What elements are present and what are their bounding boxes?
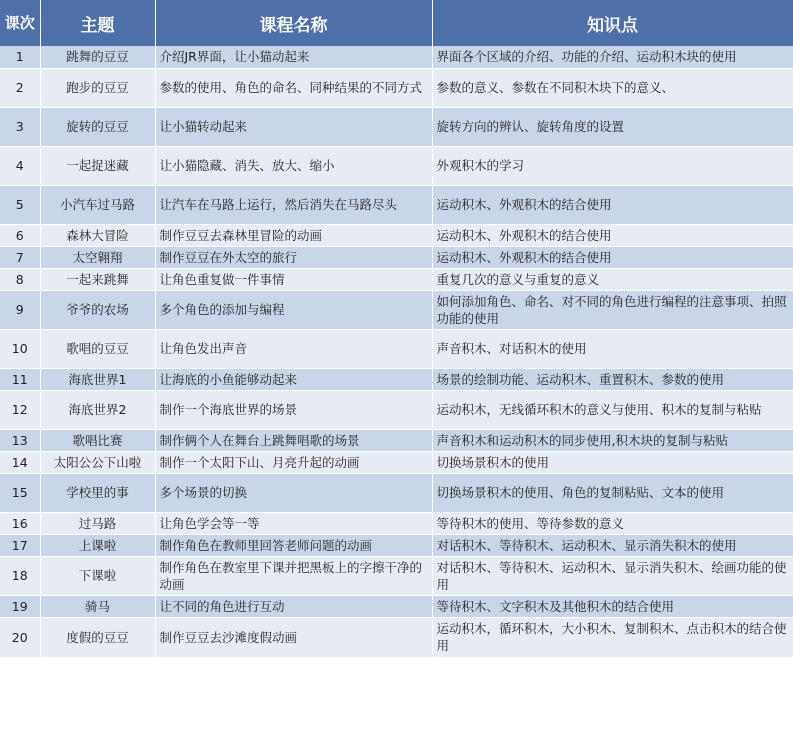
header-knowledge: 知识点 [432,0,793,46]
row-theme: 度假的豆豆 [40,617,155,657]
row-knowledge: 运动积木、外观积木的结合使用 [432,185,793,224]
row-num: 11 [0,368,40,390]
row-course: 制作一个海底世界的场景 [155,390,432,429]
row-theme: 一起来跳舞 [40,268,155,290]
row-num: 5 [0,185,40,224]
row-course: 让角色发出声音 [155,329,432,368]
row-course: 让角色学会等一等 [155,512,432,534]
row-num: 9 [0,290,40,329]
row-num: 6 [0,224,40,246]
row-knowledge: 界面各个区域的介绍、功能的介绍、运动积木块的使用 [432,46,793,68]
row-num: 17 [0,534,40,556]
row-num: 8 [0,268,40,290]
row-theme: 海底世界2 [40,390,155,429]
table-row [0,329,793,368]
row-course: 让不同的角色进行互动 [155,595,432,617]
row-knowledge: 等待积木的使用、等待参数的意义 [432,512,793,534]
table-row [0,46,793,68]
row-knowledge: 重复几次的意义与重复的意义 [432,268,793,290]
row-knowledge: 运动积木、外观积木的结合使用 [432,224,793,246]
row-knowledge: 声音积木、对话积木的使用 [432,329,793,368]
table-row [0,290,793,329]
header-row [0,0,793,46]
row-course: 制作角色在教室里下课并把黑板上的字擦干净的动画 [155,556,432,595]
row-course: 让汽车在马路上运行，然后消失在马路尽头 [155,185,432,224]
row-theme: 太阳公公下山啦 [40,451,155,473]
row-knowledge: 场景的绘制功能、运动积木、重置积木、参数的使用 [432,368,793,390]
row-theme: 歌唱的豆豆 [40,329,155,368]
row-course: 参数的使用、角色的命名、同种结果的不同方式 [155,68,432,107]
table-row [0,473,793,512]
row-theme: 下课啦 [40,556,155,595]
row-num: 19 [0,595,40,617]
row-course: 让小猫隐藏、消失、放大、缩小 [155,146,432,185]
table-row [0,534,793,556]
row-theme: 跳舞的豆豆 [40,46,155,68]
row-course: 多个角色的添加与编程 [155,290,432,329]
row-num: 10 [0,329,40,368]
row-knowledge: 等待积木、文字积木及其他积木的结合使用 [432,595,793,617]
row-num: 16 [0,512,40,534]
row-theme: 太空翱翔 [40,246,155,268]
row-theme: 跑步的豆豆 [40,68,155,107]
row-theme: 骑马 [40,595,155,617]
table-row [0,617,793,657]
row-course: 介绍JR界面，让小猫动起来 [155,46,432,68]
table-row [0,390,793,429]
header-theme: 主题 [40,0,155,46]
table-row [0,429,793,451]
table-row [0,107,793,146]
table-row [0,595,793,617]
row-course: 制作豆豆在外太空的旅行 [155,246,432,268]
row-course: 制作豆豆去沙滩度假动画 [155,617,432,657]
table-row [0,268,793,290]
row-course: 制作俩个人在舞台上跳舞唱歌的场景 [155,429,432,451]
table-row [0,146,793,185]
table-row [0,185,793,224]
table-row [0,512,793,534]
table-row [0,451,793,473]
row-knowledge: 旋转方向的辨认、旋转角度的设置 [432,107,793,146]
row-theme: 旋转的豆豆 [40,107,155,146]
row-theme: 学校里的事 [40,473,155,512]
row-knowledge: 如何添加角色、命名、对不同的角色进行编程的注意事项、拍照功能的使用 [432,290,793,329]
row-theme: 爷爷的农场 [40,290,155,329]
row-theme: 歌唱比赛 [40,429,155,451]
header-num: 课次 [0,0,40,46]
row-knowledge: 外观积木的学习 [432,146,793,185]
row-course: 让海底的小鱼能够动起来 [155,368,432,390]
row-knowledge: 运动积木、外观积木的结合使用 [432,246,793,268]
row-num: 1 [0,46,40,68]
table-row [0,556,793,595]
row-num: 15 [0,473,40,512]
row-num: 7 [0,246,40,268]
row-theme: 过马路 [40,512,155,534]
row-theme: 一起捉迷藏 [40,146,155,185]
row-num: 14 [0,451,40,473]
row-num: 3 [0,107,40,146]
row-course: 制作角色在教师里回答老师问题的动画 [155,534,432,556]
table-row [0,224,793,246]
row-knowledge: 切换场景积木的使用、角色的复制粘贴、文本的使用 [432,473,793,512]
table-row [0,368,793,390]
row-num: 13 [0,429,40,451]
row-theme: 上课啦 [40,534,155,556]
row-num: 18 [0,556,40,595]
row-num: 2 [0,68,40,107]
row-knowledge: 切换场景积木的使用 [432,451,793,473]
row-course: 让角色重复做一件事情 [155,268,432,290]
table-row [0,246,793,268]
header-course: 课程名称 [155,0,432,46]
row-theme: 小汽车过马路 [40,185,155,224]
row-knowledge: 声音积木和运动积木的同步使用,积木块的复制与粘贴 [432,429,793,451]
row-knowledge: 对话积木、等待积木、运动积木、显示消失积木、绘画功能的使用 [432,556,793,595]
row-knowledge: 参数的意义、参数在不同积木块下的意义、 [432,68,793,107]
row-course: 制作豆豆去森林里冒险的动画 [155,224,432,246]
row-knowledge: 运动积木，无线循环积木的意义与使用、积木的复制与粘贴 [432,390,793,429]
row-num: 20 [0,617,40,657]
row-course: 制作一个太阳下山、月亮升起的动画 [155,451,432,473]
row-theme: 海底世界1 [40,368,155,390]
row-course: 多个场景的切换 [155,473,432,512]
row-knowledge: 对话积木、等待积木、运动积木、显示消失积木的使用 [432,534,793,556]
table-row [0,68,793,107]
row-knowledge: 运动积木，循环积木，大小积木、复制积木、点击积木的结合使用 [432,617,793,657]
row-num: 4 [0,146,40,185]
row-theme: 森林大冒险 [40,224,155,246]
row-course: 让小猫转动起来 [155,107,432,146]
row-num: 12 [0,390,40,429]
